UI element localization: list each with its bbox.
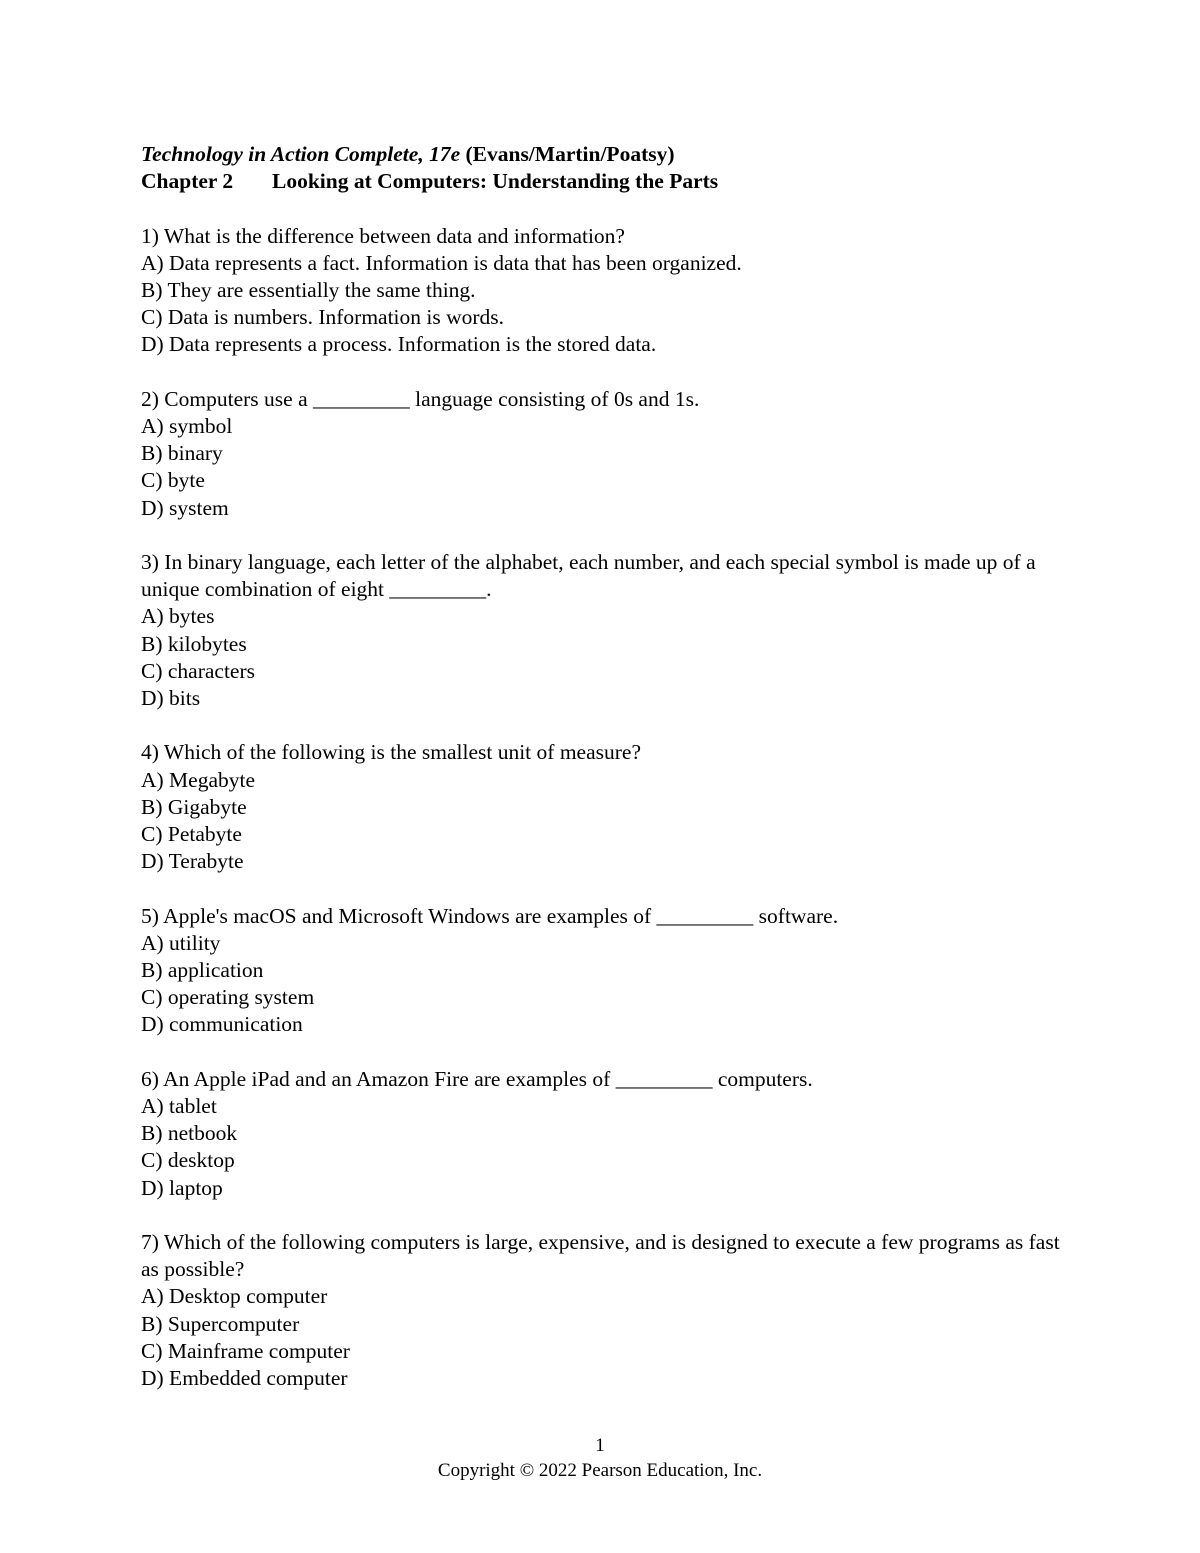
book-authors: (Evans/Martin/Poatsy) xyxy=(460,142,675,166)
answer-option-a: A) Megabyte xyxy=(141,767,256,792)
answer-option-a: A) tablet xyxy=(141,1094,217,1119)
question-text: What is the difference between data and information? xyxy=(163,223,625,248)
answer-option-d: D) Terabyte xyxy=(141,849,244,874)
answer-option-b: B) Supercomputer xyxy=(141,1311,300,1336)
copyright-notice: Copyright © 2022 Pearson Education, Inc. xyxy=(437,1460,763,1481)
question-6 xyxy=(141,1066,1071,1202)
question-stem xyxy=(141,739,1071,766)
answer-option-d: D) Embedded computer xyxy=(141,1366,348,1391)
chapter-title: Looking at Computers: Understanding the Parts xyxy=(272,169,719,194)
answer-option-c: C) characters xyxy=(141,658,255,683)
answer-option-c: C) Petabyte xyxy=(141,822,242,847)
answer-option-c: C) desktop xyxy=(141,1148,235,1173)
answer-option-a: A) symbol xyxy=(141,414,233,438)
question-4 xyxy=(141,739,1071,875)
book-title: Technology in Action Complete, 17e xyxy=(141,142,461,166)
answer-option-d: D) Data represents a process. Information is the stored data. xyxy=(141,332,657,357)
question-text: Apple's macOS and Microsoft Windows are examples of _________ software. xyxy=(163,903,839,928)
question-stem xyxy=(141,549,1071,603)
question-number: 3) xyxy=(141,550,159,574)
question-stem xyxy=(141,903,1071,930)
question-7 xyxy=(141,1229,1071,1392)
question-1 xyxy=(141,223,1071,359)
answer-option-b: B) They are essentially the same thing. xyxy=(141,278,476,302)
chapter-header xyxy=(141,168,1071,195)
book-header xyxy=(141,141,1071,168)
question-text: Computers use a _________ language consisting of 0s and 1s. xyxy=(164,386,700,411)
answer-option-d: D) laptop xyxy=(141,1175,223,1200)
question-2 xyxy=(141,386,1071,522)
question-3 xyxy=(141,549,1071,712)
question-text: In binary language, each letter of the alphabet, each number, and each special symbol is made up of a unique combination of eight _________. xyxy=(141,550,1036,602)
question-text: Which of the following computers is large, expensive, and is designed to execute a few programs as fast as possible? xyxy=(141,1230,1060,1282)
answer-option-b: B) kilobytes xyxy=(141,631,247,656)
answer-option-c: C) byte xyxy=(141,468,205,493)
question-number: 5) xyxy=(141,903,159,928)
question-5 xyxy=(141,903,1071,1039)
answer-option-a: A) bytes xyxy=(141,604,215,629)
answer-option-c: C) Mainframe computer xyxy=(141,1338,350,1363)
page-number: 1 xyxy=(595,1435,605,1456)
answer-option-c: C) Data is numbers. Information is words. xyxy=(141,305,505,330)
answer-option-a: A) Desktop computer xyxy=(141,1284,328,1309)
question-stem xyxy=(141,1066,1071,1093)
answer-option-b: B) application xyxy=(141,958,264,983)
answer-option-c: C) operating system xyxy=(141,985,315,1010)
question-number: 2) xyxy=(141,386,159,411)
question-number: 1) xyxy=(141,223,159,248)
answer-option-d: D) bits xyxy=(141,686,201,711)
question-stem xyxy=(141,1229,1071,1283)
answer-option-a: A) Data represents a fact. Information is data that has been organized. xyxy=(141,250,742,275)
question-number: 7) xyxy=(141,1230,159,1255)
chapter-label: Chapter 2 xyxy=(141,169,234,194)
question-number: 4) xyxy=(141,740,159,765)
answer-option-d: D) communication xyxy=(141,1012,303,1037)
question-text: An Apple iPad and an Amazon Fire are examples of _________ computers. xyxy=(163,1066,813,1091)
answer-option-d: D) system xyxy=(141,495,229,520)
answer-option-b: B) binary xyxy=(141,441,223,466)
answer-option-b: B) netbook xyxy=(141,1121,238,1146)
question-stem xyxy=(141,223,1071,250)
question-number: 6) xyxy=(141,1066,159,1091)
answer-option-b: B) Gigabyte xyxy=(141,794,247,819)
question-stem xyxy=(141,386,1071,413)
answer-option-a: A) utility xyxy=(141,930,221,955)
question-text: Which of the following is the smallest unit of measure? xyxy=(163,740,641,765)
document-body xyxy=(141,141,1071,1392)
